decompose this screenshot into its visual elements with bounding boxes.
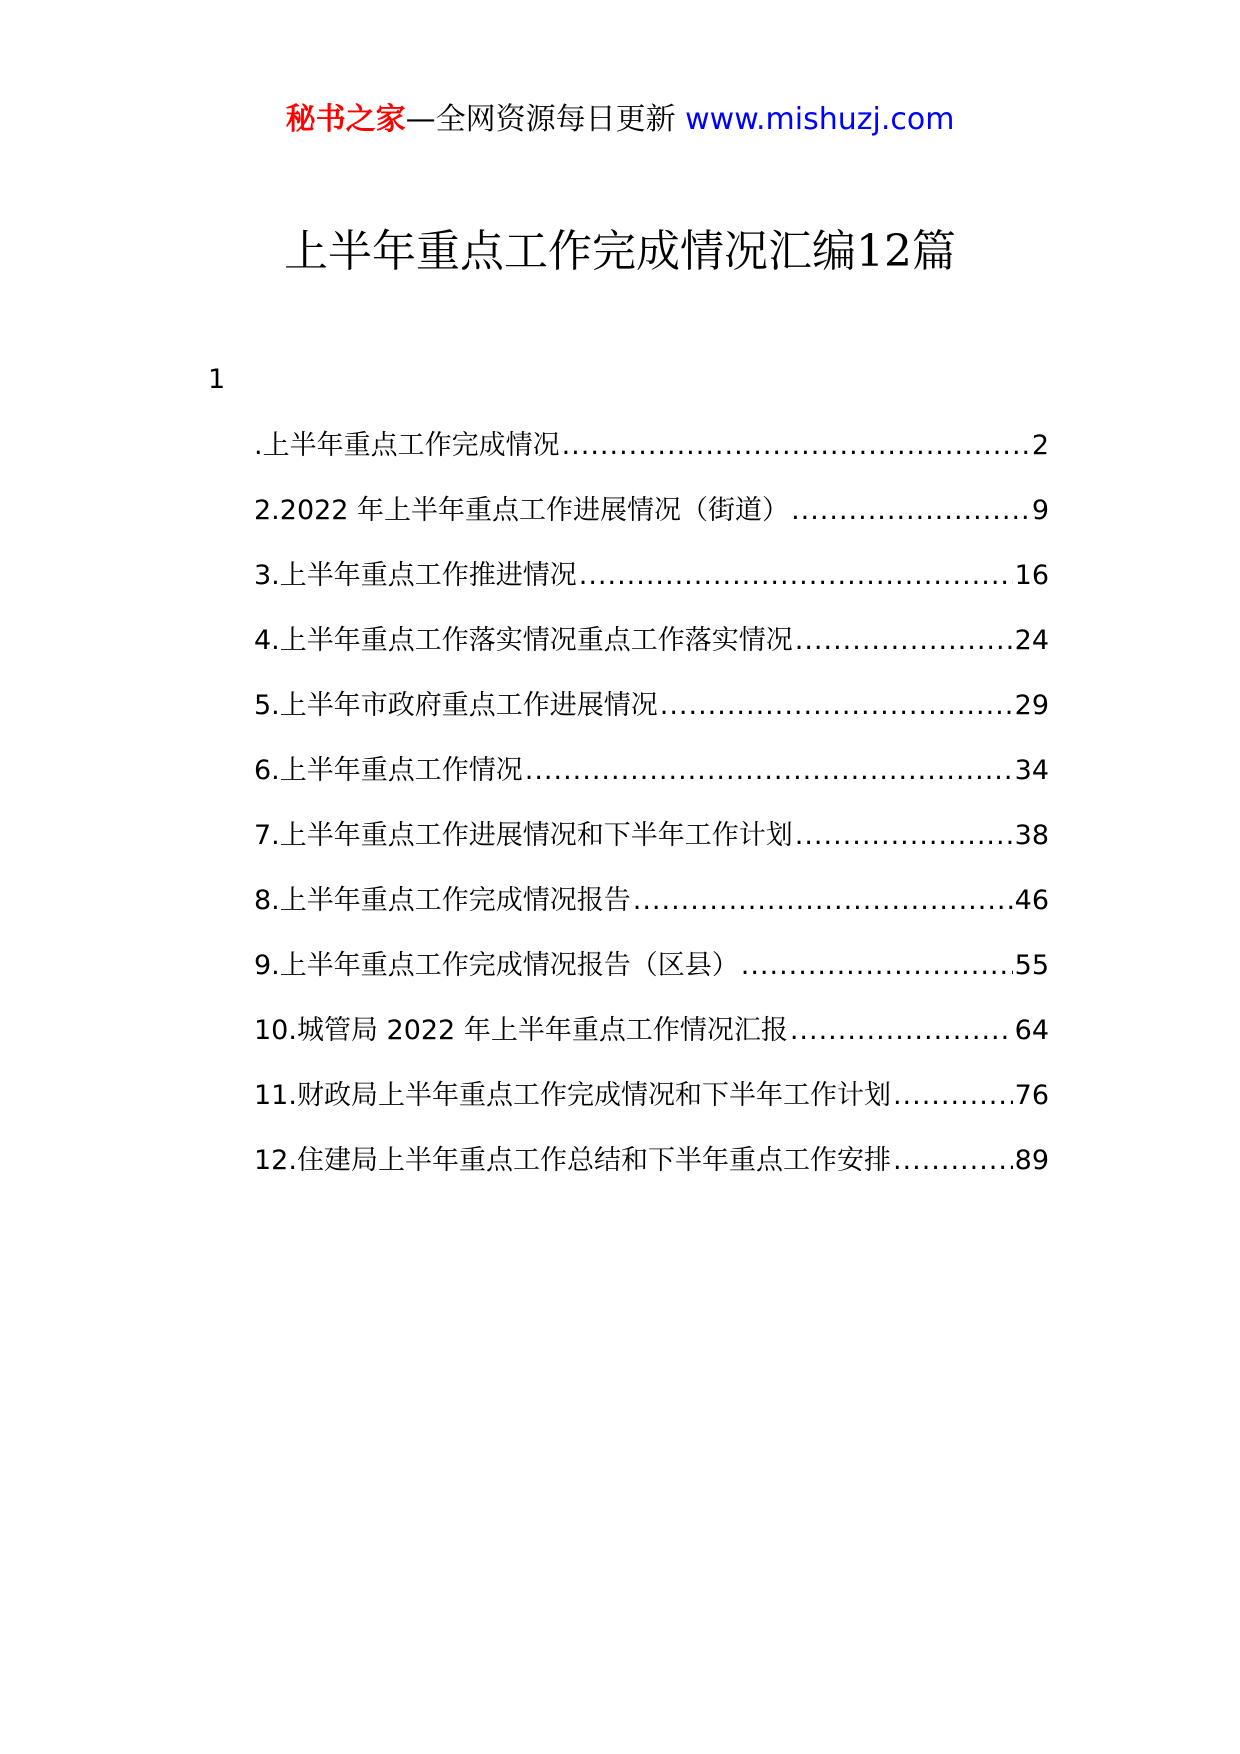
toc-entry[interactable] [254, 1078, 1049, 1143]
toc-entry-page: 89 [1014, 1145, 1049, 1176]
site-url-link[interactable]: www.mishuzj.com [685, 102, 955, 137]
site-header [0, 100, 1240, 140]
toc-entry-page: 2 [1031, 430, 1049, 461]
toc-entry-page: 34 [1014, 755, 1049, 786]
toc-entry-label: 10.城管局 2022 年上半年重点工作情况汇报 [254, 1015, 788, 1046]
toc-entry-page: 55 [1014, 950, 1049, 981]
toc-entry[interactable] [254, 558, 1049, 623]
toc-entry-label: 3.上半年重点工作推进情况 [254, 560, 577, 591]
header-tagline: —全网资源每日更新 [405, 102, 676, 137]
toc-entry-page: 16 [1014, 560, 1049, 591]
toc-dot-leader [795, 818, 1013, 854]
toc-entry-label: 9.上半年重点工作完成情况报告（区县） [254, 950, 739, 981]
toc-dot-leader [579, 558, 1013, 594]
toc-dot-leader [741, 948, 1013, 984]
toc-dot-leader [525, 753, 1013, 789]
brand-name: 秘书之家 [285, 102, 406, 137]
toc-entry[interactable] [254, 948, 1049, 1013]
toc-marker: 1 [208, 364, 226, 395]
toc-dot-leader [633, 883, 1013, 919]
toc-entry-page: 29 [1014, 690, 1049, 721]
toc-dot-leader [795, 623, 1013, 659]
document-title [0, 222, 1240, 282]
toc-entry[interactable] [254, 818, 1049, 883]
toc-entry[interactable] [254, 883, 1049, 948]
toc-entry[interactable] [254, 623, 1049, 688]
title-text: 上半年重点工作完成情况汇编 [284, 226, 856, 277]
toc-entry-page: 46 [1014, 885, 1049, 916]
toc-entry-label: 8.上半年重点工作完成情况报告 [254, 885, 631, 916]
toc-dot-leader [660, 688, 1013, 724]
toc-dot-leader [893, 1078, 1013, 1114]
toc-entry-label: 12.住建局上半年重点工作总结和下半年重点工作安排 [254, 1145, 891, 1176]
table-of-contents [254, 428, 1049, 1208]
toc-entry[interactable] [254, 1143, 1049, 1208]
toc-entry-label: 7.上半年重点工作进展情况和下半年工作计划 [254, 820, 793, 851]
title-count: 12 [856, 226, 912, 277]
toc-entry-page: 76 [1014, 1080, 1049, 1111]
toc-dot-leader [790, 1013, 1013, 1049]
toc-entry-page: 9 [1031, 495, 1049, 526]
toc-entry-label: 2.2022 年上半年重点工作进展情况（街道） [254, 495, 790, 526]
toc-entry-page: 38 [1014, 820, 1049, 851]
title-suffix: 篇 [912, 226, 956, 277]
toc-entry-page: 24 [1014, 625, 1049, 656]
toc-entry-label: .上半年重点工作完成情况 [254, 430, 560, 461]
toc-dot-leader [893, 1143, 1013, 1179]
toc-entry-label: 11.财政局上半年重点工作完成情况和下半年工作计划 [254, 1080, 891, 1111]
toc-entry-page: 64 [1014, 1015, 1049, 1046]
toc-dot-leader [562, 428, 1030, 464]
toc-entry[interactable] [254, 753, 1049, 818]
toc-entry[interactable] [254, 1013, 1049, 1078]
toc-entry[interactable] [254, 428, 1049, 493]
toc-entry[interactable] [254, 688, 1049, 753]
toc-entry-label: 5.上半年市政府重点工作进展情况 [254, 690, 658, 721]
toc-dot-leader [791, 493, 1030, 529]
toc-entry-label: 4.上半年重点工作落实情况重点工作落实情况 [254, 625, 793, 656]
toc-entry[interactable] [254, 493, 1049, 558]
toc-entry-label: 6.上半年重点工作情况 [254, 755, 523, 786]
